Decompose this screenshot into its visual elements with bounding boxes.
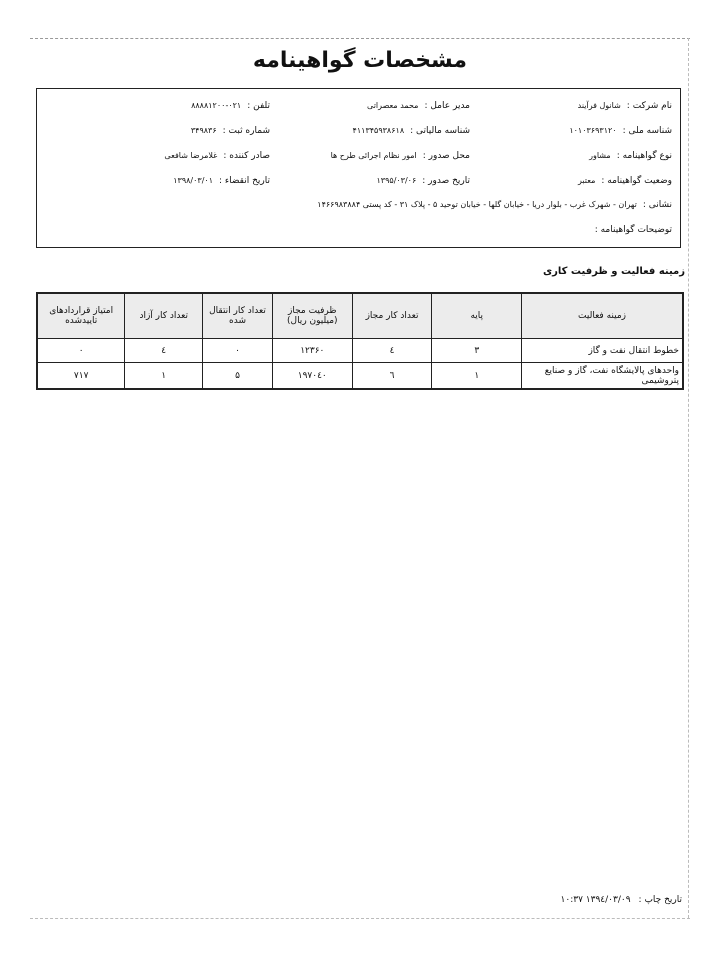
table-row: [37, 339, 683, 363]
economic-id-field: شناسه مالیاتی :۴۱۱۳۴۵۹۳۸۶۱۸: [352, 126, 470, 136]
cell-approved-score: ۰: [37, 339, 125, 363]
header-free-jobs: تعداد کار آزاد: [125, 293, 203, 339]
company-name-field: نام شرکت :شانول فرآیند: [577, 101, 672, 111]
cell-activity: خطوط انتقال نفت و گاز: [522, 339, 683, 363]
print-date: [561, 895, 682, 905]
national-id-field: شناسه ملی :۱۰۱۰۳۶۹۳۱۲۰: [569, 126, 672, 136]
page-title: مشخصات گواهینامه: [252, 48, 468, 73]
table-header-row: [37, 293, 683, 339]
cell-allowed-jobs: ٤: [352, 339, 432, 363]
address-field: نشانی :تهران - شهرک غرب - بلوار دریا - خیابان گلها - خیابان توحید ۵ - پلاک ۳۱ - کد پستی ۱۴۶۶۹۸۳۸۸۴: [317, 200, 672, 210]
cell-activity: واحدهای پالایشگاه نفت، گاز و صنایع پتروشیمی: [522, 363, 683, 389]
cert-type-field: نوع گواهینامه :مشاور: [589, 151, 672, 161]
cell-grade: ۳: [432, 339, 522, 363]
activity-section-title: زمینه فعالیت و ظرفیت کاری: [542, 266, 685, 277]
description-field: توضیحات گواهینامه :: [594, 225, 672, 235]
phone-field: تلفن :۰۲۱-۸۸۸۸۱۲۰۰: [191, 101, 270, 111]
issue-date-field: تاریخ صدور :۱۳۹۵/۰۳/۰۶: [376, 176, 470, 186]
cell-free-jobs: ۱: [125, 363, 203, 389]
cell-transferred-jobs: ۵: [203, 363, 273, 389]
issue-place-field: محل صدور :امور نظام اجرائی طرح ها: [330, 151, 470, 161]
cell-allowed-capacity: ۱۲۳۶۰: [272, 339, 352, 363]
page-border-top: [30, 38, 690, 39]
cell-allowed-capacity: ۱۹۷۰٤۰: [272, 363, 352, 389]
expiry-date-field: تاریخ انقضاء :۱۳۹۸/۰۳/۰۱: [173, 176, 270, 186]
print-date-value: ۱۳۹٤/۰۳/۰۹ ۱۰:۳۷: [560, 895, 631, 905]
cell-allowed-jobs: ٦: [352, 363, 432, 389]
cert-status-field: وضعیت گواهینامه :معتبر: [577, 176, 672, 186]
cell-transferred-jobs: ۰: [203, 339, 273, 363]
header-grade: پایه: [432, 293, 522, 339]
header-allowed-jobs: تعداد کار مجاز: [352, 293, 432, 339]
cell-free-jobs: ٤: [125, 339, 203, 363]
cell-grade: ۱: [432, 363, 522, 389]
registration-number-field: شماره ثبت :۳۴۹۸۳۶: [190, 126, 270, 136]
cell-approved-score: ۷۱۷: [37, 363, 125, 389]
certificate-info-box: [36, 88, 681, 248]
table-row: [37, 363, 683, 389]
activity-capacity-table: [36, 292, 684, 390]
print-date-label: تاریخ چاپ :: [638, 895, 682, 905]
page-border-bottom: [30, 918, 690, 919]
header-allowed-capacity: ظرفیت مجاز (میلیون ریال): [272, 293, 352, 339]
manager-field: مدیر عامل :محمد معصراتی: [367, 101, 470, 111]
header-activity-field: زمینه فعالیت: [522, 293, 683, 339]
header-transferred-jobs: تعداد کار انتقال شده: [203, 293, 273, 339]
page-border-right: [688, 38, 689, 918]
header-approved-contracts-score: امتیاز قراردادهای تاییدشده: [37, 293, 125, 339]
issuer-field: صادر کننده :غلامرضا شافعی: [164, 151, 270, 161]
